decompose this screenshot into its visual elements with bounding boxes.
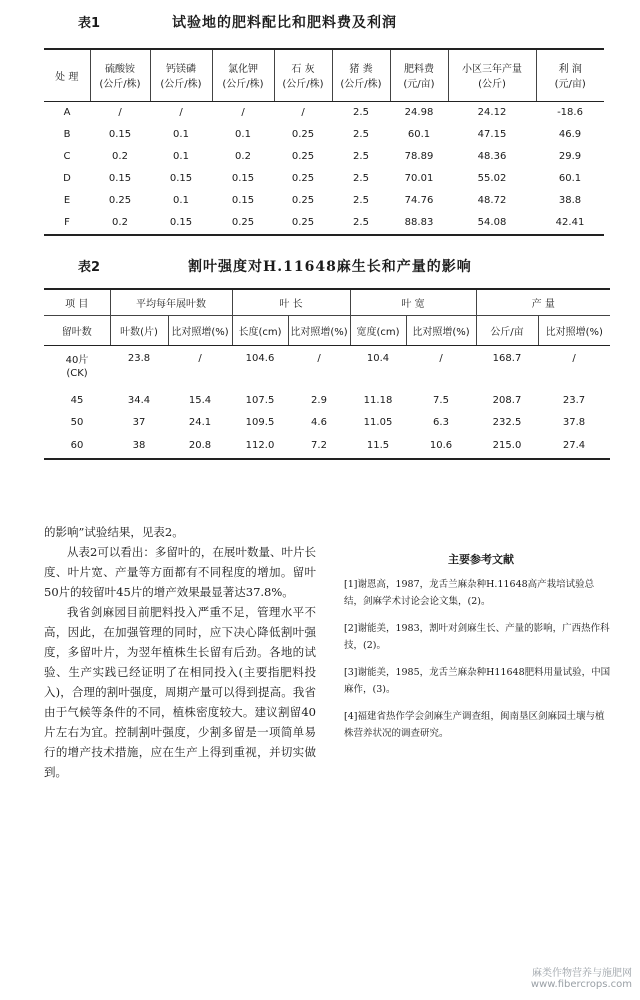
table-cell: 2.5 <box>353 150 369 162</box>
table-cell: 2.9 <box>311 394 327 406</box>
table2-header-cell: 公斤/亩 <box>476 315 538 345</box>
reference-item: [2]谢能美，1983，割叶对剑麻生长、产量的影响，广西热作科技，(2)。 <box>344 623 610 651</box>
table-cell: 0.25 <box>108 194 132 206</box>
table-cell: 24.98 <box>404 106 434 118</box>
table2-header-cell: 项 目 <box>44 289 110 315</box>
table2-header-cell: 叶 宽 <box>350 289 476 315</box>
table-cell: F <box>64 217 70 228</box>
table1 <box>44 48 604 236</box>
table-cell: / <box>118 106 122 118</box>
table2-header-cell: 平均每年展叶数 <box>110 289 232 315</box>
table2-number: 表2 <box>78 260 101 275</box>
watermark-line: www.fibercrops.com <box>530 979 632 990</box>
table-cell: 23.7 <box>562 394 586 406</box>
table1-header-row <box>44 49 604 101</box>
table-cell: 2.5 <box>353 217 369 228</box>
table-cell: 15.4 <box>188 394 212 406</box>
table2-title: 割叶强度对H.11648麻生长和产量的影响 <box>188 259 472 275</box>
table1-number: 表1 <box>78 16 101 31</box>
table1-header-cell: 处 理 <box>44 49 90 101</box>
table-cell: 10.4 <box>366 352 390 364</box>
table-cell: 215.0 <box>492 440 522 451</box>
table-cell: 38 <box>132 440 146 451</box>
table1-header-cell: 利 润 (元/亩) <box>536 49 604 101</box>
references-heading: 主要参考文献 <box>448 553 514 566</box>
table2-header-cell: 叶数(片) <box>110 315 168 345</box>
table-cell: 60 <box>70 440 84 451</box>
table-cell: B <box>63 128 71 140</box>
table-cell: 74.76 <box>404 194 434 206</box>
table-row <box>44 389 610 411</box>
table-cell: 0.25 <box>291 128 315 140</box>
table-row <box>44 101 604 123</box>
body-paragraph: 从表2可以看出：多留叶的，在展叶数量、叶片长度、叶片宽、产量等方面都有不同程度的增加。留叶50片的较留叶45片的增产效果最显著达37.8%。 <box>44 545 316 599</box>
table-cell: 109.5 <box>245 416 275 428</box>
table-cell: / <box>301 106 305 118</box>
table-row <box>44 189 604 211</box>
table-cell: 0.25 <box>291 217 315 228</box>
table-cell: 47.15 <box>477 128 507 140</box>
table-cell: 27.4 <box>562 440 586 451</box>
table-cell: 78.89 <box>404 150 434 162</box>
table-cell: C <box>63 150 71 162</box>
table-cell: 0.1 <box>235 128 251 140</box>
table-cell: 24.1 <box>188 416 212 428</box>
table-cell: 2.5 <box>353 128 369 140</box>
table-row <box>44 433 610 459</box>
table-cell: 0.1 <box>173 128 189 140</box>
table-cell: 23.8 <box>127 352 151 364</box>
table-cell: -18.6 <box>557 106 583 118</box>
table1-header-cell: 石 灰 (公斤/株) <box>274 49 332 101</box>
watermark <box>531 964 632 990</box>
table-cell: 112.0 <box>245 440 275 451</box>
table-cell: 34.4 <box>127 394 151 406</box>
table-cell: / <box>198 352 202 364</box>
table2 <box>44 288 610 460</box>
table-row <box>44 345 610 389</box>
table-cell: 7.5 <box>433 394 449 406</box>
table-cell: 46.9 <box>558 128 582 140</box>
table-cell: 0.15 <box>108 128 132 140</box>
table-row <box>44 411 610 433</box>
table-cell: 11.05 <box>363 416 393 428</box>
table1-header-cell: 猪 粪 (公斤/株) <box>332 49 390 101</box>
table-cell: 0.2 <box>112 150 128 162</box>
table-cell: 20.8 <box>188 440 212 451</box>
table-cell: 0.15 <box>169 172 193 184</box>
table-row <box>44 167 604 189</box>
table-cell: 40片 (CK) <box>65 355 89 380</box>
table-cell: 107.5 <box>245 394 275 406</box>
table2-header-cell: 产 量 <box>476 289 610 315</box>
table-cell: 0.15 <box>169 217 193 228</box>
table-cell: 0.2 <box>112 217 128 228</box>
table-cell: A <box>63 106 71 118</box>
table-cell: 50 <box>70 416 84 428</box>
table-cell: 6.3 <box>433 416 449 428</box>
table-cell: 2.5 <box>353 172 369 184</box>
table-cell: 0.15 <box>231 172 255 184</box>
table-row <box>44 145 604 167</box>
table2-header-cell: 留叶数 <box>44 315 110 345</box>
table1-header-cell: 硫酸铵 (公斤/株) <box>90 49 150 101</box>
table-cell: 60.1 <box>407 128 431 140</box>
table-cell: 232.5 <box>492 416 522 428</box>
table-cell: 0.25 <box>291 194 315 206</box>
table2-header-cell: 比对照增(%) <box>538 315 610 345</box>
references-list <box>344 576 612 752</box>
table-cell: 37 <box>132 416 146 428</box>
table-cell: 208.7 <box>492 394 522 406</box>
table-cell: 29.9 <box>558 150 582 162</box>
table-cell: 4.6 <box>311 416 327 428</box>
table-cell: 0.15 <box>231 194 255 206</box>
table2-header-cell: 长度(cm) <box>232 315 288 345</box>
table-cell: 2.5 <box>353 194 369 206</box>
table1-header-cell: 氯化钾 (公斤/株) <box>212 49 274 101</box>
reference-item: [3]谢能美，1985，龙舌兰麻杂种H11648肥料用量试验，中国麻作，(3)。 <box>344 667 611 695</box>
table-cell: 0.25 <box>291 172 315 184</box>
table-cell: 37.8 <box>562 416 586 428</box>
table-cell: 45 <box>70 394 84 406</box>
table-cell: 0.25 <box>291 150 315 162</box>
table-cell: 48.72 <box>477 194 507 206</box>
table1-header-cell: 钙镁磷 (公斤/株) <box>150 49 212 101</box>
body-paragraph: 的影响”试验结果，见表2。 <box>44 525 184 539</box>
body-paragraph: 我省剑麻园目前肥料投入严重不足，管理水平不高，因此，在加强管理的同时，应下决心降低割叶强度，多留叶片，为翌年植株生长留有后劲。各地的试验、生产实践已经证明了在相同投入(主要指肥料投入)，合理的割叶强度，周期产量可以得到提高。我省由于气候等条件的不同，植株密度较大。建议割留40片左右为宜。控制割叶强度，少割多留是一项简单易行的增产技术措施，应在生产上得到重视，并切实做到。 <box>44 605 316 779</box>
table-cell: 48.36 <box>477 150 507 162</box>
table-cell: 42.41 <box>555 217 585 228</box>
table2-header-cell: 比对照增(%) <box>168 315 232 345</box>
table-cell: 10.6 <box>429 440 453 451</box>
table-cell: 24.12 <box>477 106 507 118</box>
table-cell: 38.8 <box>558 194 582 206</box>
table-cell: 60.1 <box>558 172 582 184</box>
table2-header-cell: 宽度(cm) <box>350 315 406 345</box>
table-cell: / <box>241 106 245 118</box>
table-row <box>44 211 604 235</box>
table-row <box>44 123 604 145</box>
table-cell: / <box>317 352 321 364</box>
table-cell: D <box>63 172 71 184</box>
table2-header-cell: 比对照增(%) <box>288 315 350 345</box>
table-cell: 54.08 <box>477 217 507 228</box>
table2-header-cell: 比对照增(%) <box>406 315 476 345</box>
table-cell: 0.15 <box>108 172 132 184</box>
body-text-column <box>44 522 316 782</box>
table-cell: 7.2 <box>311 440 327 451</box>
table-cell: / <box>439 352 443 364</box>
table-cell: 168.7 <box>492 352 522 364</box>
table1-title: 试验地的肥料配比和肥料费及利润 <box>172 15 397 31</box>
watermark-line: 麻类作物营养与施肥网 <box>532 968 632 979</box>
table-cell: 11.18 <box>363 394 393 406</box>
table1-header-cell: 小区三年产量 (公斤) <box>448 49 536 101</box>
table-cell: 55.02 <box>477 172 507 184</box>
reference-item: [4]福建省热作学会剑麻生产调查组，闽南垦区剑麻园土壤与植株营养状况的调查研究。 <box>344 711 605 739</box>
table-cell: 88.83 <box>404 217 434 228</box>
table-cell: 0.1 <box>173 194 189 206</box>
table-cell: / <box>179 106 183 118</box>
table2-group-header-row <box>44 289 610 315</box>
table-cell: 0.25 <box>231 217 255 228</box>
table-cell: 2.5 <box>353 106 369 118</box>
table2-header-cell: 叶 长 <box>232 289 350 315</box>
table-cell: 0.2 <box>235 150 251 162</box>
table-cell: 11.5 <box>366 440 390 451</box>
table-cell: / <box>572 352 576 364</box>
table-cell: E <box>63 194 71 206</box>
table-cell: 104.6 <box>245 352 275 364</box>
table-cell: 70.01 <box>404 172 434 184</box>
table1-header-cell: 肥料费 (元/亩) <box>390 49 448 101</box>
table2-sub-header-row <box>44 315 610 345</box>
reference-item: [1]谢恩高，1987，龙舌兰麻杂种H.11648高产栽培试验总结，剑麻学术讨论会论文集，(2)。 <box>344 579 595 607</box>
table-cell: 0.1 <box>173 150 189 162</box>
